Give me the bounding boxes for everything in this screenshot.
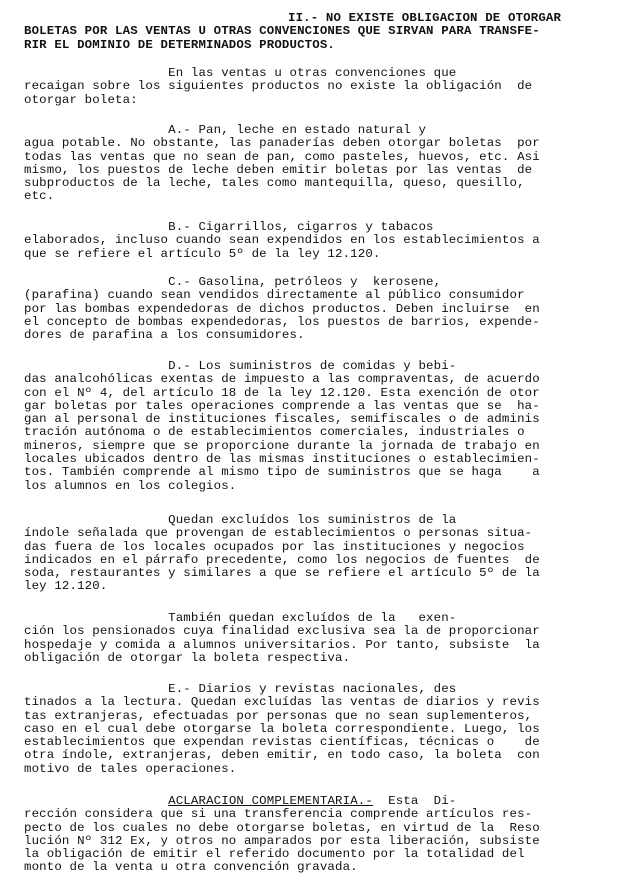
- paragraph-body: agua potable. No obstante, las panaderías deben otorgar boletas por todas las ventas que no sean de pan, como pasteles, huevos, etc. Asi mismo, los puestos de leche deben emitir boletas por las ventas de subproductos de la leche, tales como mantequilla, queso, quesillo, etc.: [24, 136, 540, 204]
- paragraph-first-line: [24, 795, 622, 808]
- paragraph-item-a: [24, 124, 622, 204]
- paragraph-body: elaborados, incluso cuando sean expendidos en los establecimientos a que se refiere el artículo 5º de la ley 12.120.: [24, 233, 540, 261]
- paragraph-body: índole señalada que provengan de establecimientos o personas situa- das fuera de los locales ocupados por las instituciones y negocios indicados en el párrafo precedente, como los negocios de fuentes de soda, restaurantes y similares a que se refiere el artículo 5º de la ley 12.120.: [24, 526, 540, 594]
- paragraph-body: recaigan sobre los siguientes productos no existe la obligación de otorgar boleta:: [24, 79, 533, 107]
- section-heading: [24, 12, 622, 52]
- paragraph-body: tinados a la lectura. Quedan excluídas las ventas de diarios y revis tas extranjeras, efectuadas por personas que no sean suplementeros, caso en el cual debe otorgarse la boleta correspondiente. Luego, los establecimientos que expendan revistas científicas, técnicas o de otra índole, extranjeras, deben emitir, en todo caso, la boleta con motivo de tales operaciones.: [24, 695, 540, 776]
- paragraph-item-e: [24, 683, 622, 776]
- paragraph-first-line: B.- Cigarrillos, cigarros y tabacos: [24, 220, 434, 234]
- paragraph-first-line: En las ventas u otras convenciones que: [24, 66, 457, 80]
- aclaracion-title: ACLARACION COMPLEMENTARIA.-: [168, 794, 373, 808]
- paragraph-item-b: [24, 221, 622, 261]
- aclaracion-indent: [24, 794, 168, 808]
- paragraph-first-line: Quedan excluídos los suministros de la: [24, 513, 457, 527]
- paragraph-pensionados: [24, 612, 622, 665]
- paragraph-first-line: E.- Diarios y revistas nacionales, des: [24, 682, 457, 696]
- paragraph-first-line: C.- Gasolina, petróleos y kerosene,: [24, 275, 442, 289]
- paragraph-item-c: [24, 276, 622, 342]
- paragraph-body: das analcohólicas exentas de impuesto a las compraventas, de acuerdo con el Nº 4, del artículo 18 de la ley 12.120. Esta exención de otor gar boletas por tales operaciones comprende a las ventas que se ha- gan al personal de instituciones fiscales, semifiscales o de adminis tración autónoma o de establecimientos comerciales, industriales o mineros, siempre que se proporcione durante la jornada de trabajo en locales ubicados dentro de las mismas instituciones o establecimien- tos. También comprende al mismo tipo de suministros que se haga a los alumnos en los colegios.: [24, 372, 540, 493]
- paragraph-exclusions: [24, 514, 622, 594]
- paragraph-first-line: También quedan excluídos de la exen-: [24, 611, 457, 625]
- paragraph-first-line: D.- Los suministros de comidas y bebi-: [24, 359, 457, 373]
- aclaracion-lead: Esta Di-: [372, 794, 457, 808]
- paragraph-aclaracion: [24, 795, 622, 875]
- paragraph-first-line: A.- Pan, leche en estado natural y: [24, 123, 427, 137]
- section-title-line: BOLETAS POR LAS VENTAS U OTRAS CONVENCIONES QUE SIRVAN PARA TRANSFE-: [24, 24, 540, 39]
- section-title: II.- NO EXISTE OBLIGACION DE OTORGAR: [288, 11, 562, 25]
- paragraph-body: ción los pensionados cuya finalidad exclusiva sea la de proporcionar hospedaje y comida a alumnos universitarios. Por tanto, subsiste la obligación de otorgar la boleta respectiva.: [24, 624, 540, 665]
- paragraph-item-d: [24, 360, 622, 493]
- section-title-line: RIR EL DOMINIO DE DETERMINADOS PRODUCTOS.: [24, 37, 336, 52]
- paragraph-body: (parafina) cuando sean vendidos directamente al público consumidor por las bombas expendedoras de dichos productos. Deben incluirse en el concepto de bombas expendedoras, los puestos de barrios, expende- dores de parafina a los consumidores.: [24, 288, 540, 343]
- paragraph-intro: [24, 67, 622, 107]
- paragraph-body: rección considera que si una transferencia comprende artículos res- pecto de los cuales no debe otorgarse boletas, en virtud de la Reso lución Nº 312 Ex, y otros no amparados por esta liberación, subsiste la obligación de emitir el referido documento por la totalidad del monto de la venta u otra convención gravada.: [24, 807, 540, 875]
